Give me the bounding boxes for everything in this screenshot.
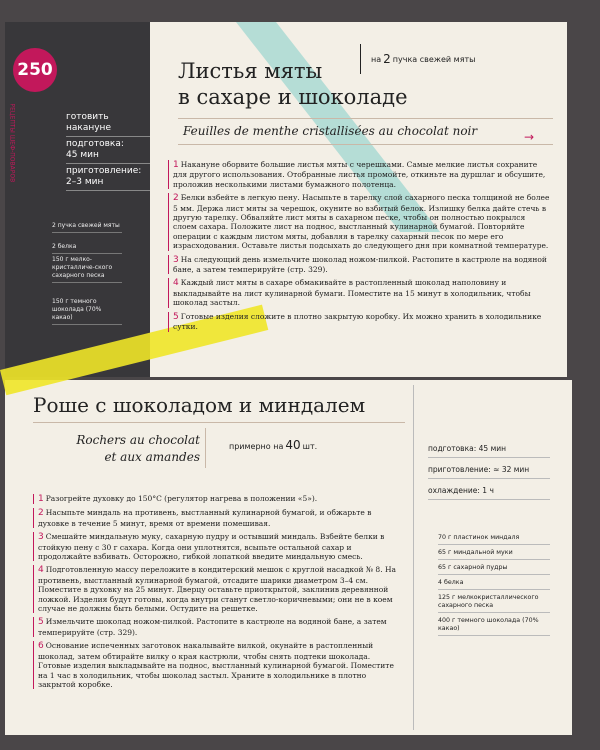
column-divider xyxy=(413,385,414,730)
r1-ingredient: 150 г темного шоколада (70% какао) xyxy=(52,296,122,325)
r2-ingredient: 65 г миндальной муки xyxy=(438,547,550,560)
recipe2-steps xyxy=(33,494,401,693)
recipe2-title: Роше с шоколадом и миндалем xyxy=(33,393,366,417)
r2-ingredient: 400 г темного шоколада (70% какао) xyxy=(438,615,550,636)
r2-time-cook: приготовление: ≈ 32 мин xyxy=(428,461,550,479)
r1-time-prep: подготовка: 45 мин xyxy=(66,137,150,164)
r2-ingredient: 70 г пластинок миндаля xyxy=(438,532,550,545)
r2-step: 3 Смешайте миндальную муку, сахарную пудру и остывший миндаль. Взбейте белки в стойкую пену с 30 г сахара. Когда они уплотнятся, всыпьте остальной сахар и продолжайте взбивать. Осторожно, гибкой лопаткой введите миндальную смесь. xyxy=(33,532,401,561)
r1-step: 3 На следующий день измельчите шоколад ножом-пилкой. Растопите в кастрюле на водяной бане, а затем темперируйте (стр. 329). xyxy=(168,255,550,275)
r1-ingredient: 2 белка xyxy=(52,241,122,254)
r2-time-prep: подготовка: 45 мин xyxy=(428,440,550,458)
r2-time-chill: охлаждение: 1 ч xyxy=(428,482,550,500)
r2-ingredient: 125 г мелкокристаллического сахарного песка xyxy=(438,592,550,613)
recipe1-steps xyxy=(168,160,550,336)
recipe2-yield: примерно на 40 шт. xyxy=(229,438,318,452)
r1-ingredient: 150 г мелко-кристалличе-ского сахарного песка xyxy=(52,254,122,283)
recipe1-french-title: Feuilles de menthe cristallisées au chocolat noir xyxy=(178,118,553,145)
arrow-right-icon: → xyxy=(524,130,535,144)
recipe1-title: Листья мяты в сахаре и шоколаде xyxy=(178,59,408,109)
r1-step: 2 Белки взбейте в легкую пену. Насыпьте в тарелку слой сахарного песка толщиной не более 5 мм. Держа лист мяты за черешок, окуните во взбитый белок. Излишку белка дайте стечь в другую тарелку. Обваляйте лист мяты в сахарном песке, чтобы он полностью покрылся слоем сахара. Положите лист на поднос, выстланный кулинарной бумагой. Повторяйте операции с каждым листом мяты, добавляя в тарелку сахарный песок по мере его израсходования. Оставьте листья подсыхать до следующего дня при комнатной температуре. xyxy=(168,193,550,250)
r2-ingredient: 4 белка xyxy=(438,577,550,590)
recipe1-yield: на 2 пучка свежей мяты xyxy=(360,44,475,74)
page-number: 250 xyxy=(17,60,53,80)
r2-step: 5 Измельчите шоколад ножом-пилкой. Растопите в кастрюле на водяной бане, а затем темперируйте (стр. 329). xyxy=(33,617,401,637)
r2-step: 2 Насыпьте миндаль на противень, выстланный кулинарной бумагой, и обжарьте в духовке в течение 5 минут, время от времени помешивая. xyxy=(33,508,401,528)
r2-step: 6 Основание испеченных заготовок накалывайте вилкой, окунайте в растопленный шоколад, затем обтирайте вилку о края кастрюли, чтобы снять подтеки шоколада. Готовые изделия выкладывайте на поднос, выстланный кулинарной бумагой. Поместите на 1 час в холодильник, чтобы шоколад застыл. Храните в холодильнике в плотно закрытой коробке. xyxy=(33,641,401,689)
r1-ingredient: 2 пучка свежей мяты xyxy=(52,220,122,233)
r1-time-cook: приготовление: 2–3 мин xyxy=(66,164,150,191)
page-number-badge xyxy=(13,48,57,92)
recipe2-french-title: Rochers au chocolat et aux amandes xyxy=(76,433,200,464)
r1-step: 4 Каждый лист мяты в сахаре обмакивайте в растопленный шоколад наполовину и выкладывайте на лист кулинарной бумаги. Поместите на 15 минут в холодильник, чтобы шоколад застыл. xyxy=(168,278,550,307)
french-divider xyxy=(205,428,206,468)
r1-time-make-ahead: готовить накануне xyxy=(66,110,150,137)
r2-step: 1 Разогрейте духовку до 150°C (регулятор нагрева в положении «5»). xyxy=(33,494,401,504)
r1-step: 5 Готовые изделия сложите в плотно закрытую коробку. Их можно хранить в холодильнике сутки. xyxy=(168,312,550,332)
side-label: РЕЦЕПТЫ ШЕФ-ПОВАРОВ xyxy=(8,103,16,183)
r2-ingredient: 65 г сахарной пудры xyxy=(438,562,550,575)
r1-step: 1 Накануне оборвите большие листья мяты с черешками. Самые мелкие листья сохраните для другого использования. Отобранные листья промойте, откиньте на дуршлаг и обсушите, проложив несколькими листами бумажного полотенца. xyxy=(168,160,550,189)
r2-step: 4 Подготовленную массу переложите в кондитерский мешок с круглой насадкой № 8. На противень, выстланный кулинарной бумагой, отсадите шарики диаметром 3–4 см. Поместите в духовку на 25 минут. Дверцу оставьте приоткрытой, заклинив деревянной ложкой. Изделия будут готовы, когда внутри станут светло-коричневыми; они не в коем случае не должны быть белыми. Остудите на решетке. xyxy=(33,565,401,613)
title-divider xyxy=(33,422,405,423)
